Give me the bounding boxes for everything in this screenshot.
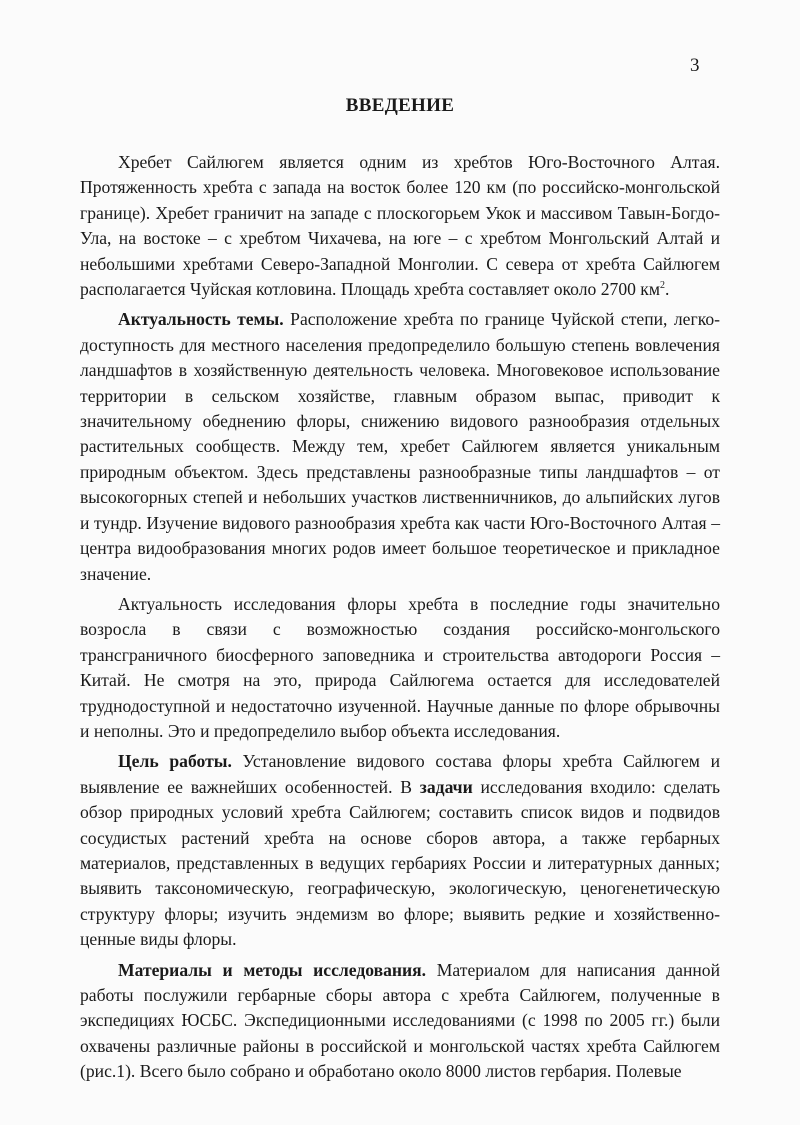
paragraph-relevance-continued bbox=[80, 592, 720, 744]
paragraph-text: Актуальность исследования флоры хребта в последние годы значительно возросла в связи с возможностью создания российско-монгольского трансграничного биосферного заповедника и строительства автодороги Россия – Китай. Не смотря на это, природа Сайлюгема остается для исследователей труднодоступной и недостаточно изученной. Научные данные по флоре обрывочны и неполны. Это и предопределило выбор объекта исследования. bbox=[80, 593, 720, 741]
body-text bbox=[80, 150, 720, 1085]
paragraph-lead: Цель работы. bbox=[118, 751, 232, 772]
paragraph-text: Материалом для написания данной работы послужили гербарные сборы автора с хребта Сайлюгем, полученные в экспедициях ЮСБС. Экспедиционными исследованиями (с 1998 по 2005 гг.) были охвачены различные районы в российской и монгольской частях хребта Сайлюгем (рис.1). Всего было собрано и обработано около 8000 листов гербария. Полевые bbox=[80, 959, 720, 1082]
superscript: 2 bbox=[660, 280, 665, 292]
paragraph-text: Расположение хребта по границе Чуйской степи, легко-доступность для местного населения предопределило большую степень вовлечения ландшафтов в хозяйственную деятельность человека. Многовековое использование территории в сельском хозяйстве, главным образом выпас, приводит к значительному обеднению флоры, снижению видового разнообразия отдельных растительных сообществ. Между тем, хребет Сайлюгем является уникальным природным объектом. Здесь представлены разнообразные типы ландшафтов – от высокогорных степей и небольших участков лиственничников, до альпийских лугов и тундр. Изучение видового разнообразия хребта как части Юго-Восточного Алтая – центра видообразования многих родов имеет большое теоретическое и прикладное значение. bbox=[80, 309, 721, 584]
page-number: 3 bbox=[690, 55, 700, 76]
paragraph-lead: Материалы и методы исследования. bbox=[118, 959, 427, 980]
paragraph-goal bbox=[80, 749, 720, 952]
paragraph-text: Хребет Сайлюгем является одним из хребтов Юго-Восточного Алтая. Протяженность хребта с запада на восток более 120 км (по российско-монгольской границе). Хребет граничит на западе с плоскогорьем Укок и массивом Тавын-Богдо-Ула, на востоке – с хребтом Чихачева, на юге – с хребтом Монгольский Алтай и небольшими хребтами Северо-Западной Монголии. С севера от хребта Сайлюгем располагается Чуйская котловина. Площадь хребта составляет около 2700 км bbox=[80, 152, 720, 300]
paragraph-materials bbox=[80, 958, 720, 1085]
paragraph-tail: исследования входило: сделать обзор природных условий хребта Сайлюгем; составить список видов и подвидов сосудистых растений хребта на основе сборов автора, а также гербарных материалов, представленных в ведущих гербариях России и литературных данных; выявить таксономическую, географическую, экологическую, ценогенетическую структуру флоры; изучить эндемизм во флоре; выявить редкие и хозяйственно-ценные виды флоры. bbox=[80, 776, 720, 950]
section-heading: ВВЕДЕНИЕ bbox=[345, 95, 455, 116]
paragraph-lead: Актуальность темы. bbox=[118, 309, 284, 330]
paragraph-relevance bbox=[80, 307, 720, 586]
paragraph-lead-tasks: задачи bbox=[419, 776, 473, 797]
paragraph-intro bbox=[80, 150, 720, 302]
paragraph-tail: . bbox=[665, 279, 670, 300]
paragraph-text: Установление видового состава флоры хребта Сайлюгем и выявление ее важнейших особенностей. В bbox=[80, 751, 720, 797]
